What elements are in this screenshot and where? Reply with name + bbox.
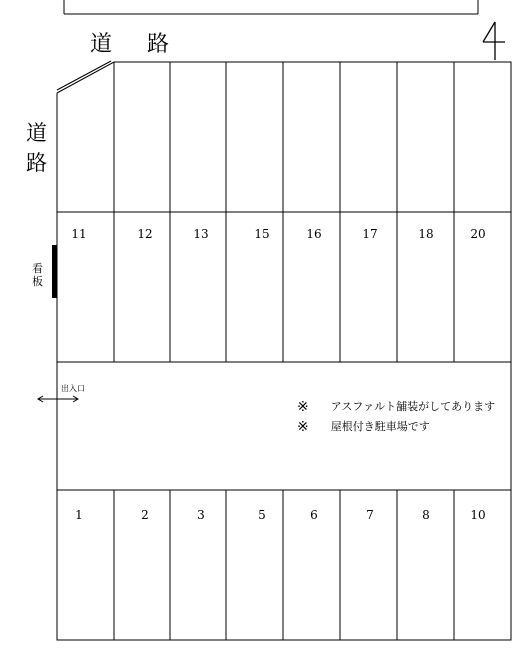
signboard-marker bbox=[52, 245, 57, 298]
top-stall-number-11: 11 bbox=[71, 227, 87, 241]
bottom-stall-number-2: 2 bbox=[141, 508, 149, 522]
note-roof bbox=[297, 418, 430, 434]
top-stall-number-15: 15 bbox=[254, 227, 270, 241]
bottom-stall-number-7: 7 bbox=[366, 508, 374, 522]
road-label-left: 道路 bbox=[26, 121, 47, 175]
bottom-stall-number-5: 5 bbox=[258, 508, 266, 522]
lot-corner-diagonal bbox=[57, 61, 111, 90]
lot-outline bbox=[57, 62, 511, 640]
bottom-stall-number-1: 1 bbox=[75, 508, 83, 522]
stall-row-top bbox=[57, 212, 511, 362]
stall-numbers-bottom bbox=[75, 508, 485, 522]
bottom-stall-number-6: 6 bbox=[310, 508, 318, 522]
north-arrow-icon bbox=[480, 20, 506, 60]
stall-row-bottom bbox=[57, 490, 511, 640]
note-mark: ※ bbox=[297, 399, 309, 415]
stall-numbers-top bbox=[71, 227, 485, 241]
bottom-stall-number-10: 10 bbox=[470, 508, 486, 522]
bottom-stall-number-3: 3 bbox=[197, 508, 205, 522]
top-stall-number-16: 16 bbox=[306, 227, 322, 241]
note-mark: ※ bbox=[297, 419, 309, 435]
top-stall-number-20: 20 bbox=[470, 227, 486, 241]
note-asphalt bbox=[297, 398, 495, 414]
signboard-label: 看板 bbox=[32, 262, 43, 288]
note-text: 屋根付き駐車場です bbox=[330, 420, 430, 433]
entrance-label: 出入口 bbox=[61, 384, 85, 393]
bottom-stall-number-8: 8 bbox=[422, 508, 430, 522]
top-stall-number-12: 12 bbox=[137, 227, 153, 241]
top-stall-number-18: 18 bbox=[418, 227, 434, 241]
entrance-arrow-icon bbox=[38, 396, 78, 402]
note-text: アスファルト舗装がしてあります bbox=[330, 400, 496, 413]
upper-stall-dividers bbox=[57, 62, 511, 212]
road-label-top: 道 路 bbox=[90, 32, 183, 57]
top-stall-number-13: 13 bbox=[193, 227, 209, 241]
top-stall-number-17: 17 bbox=[362, 227, 378, 241]
